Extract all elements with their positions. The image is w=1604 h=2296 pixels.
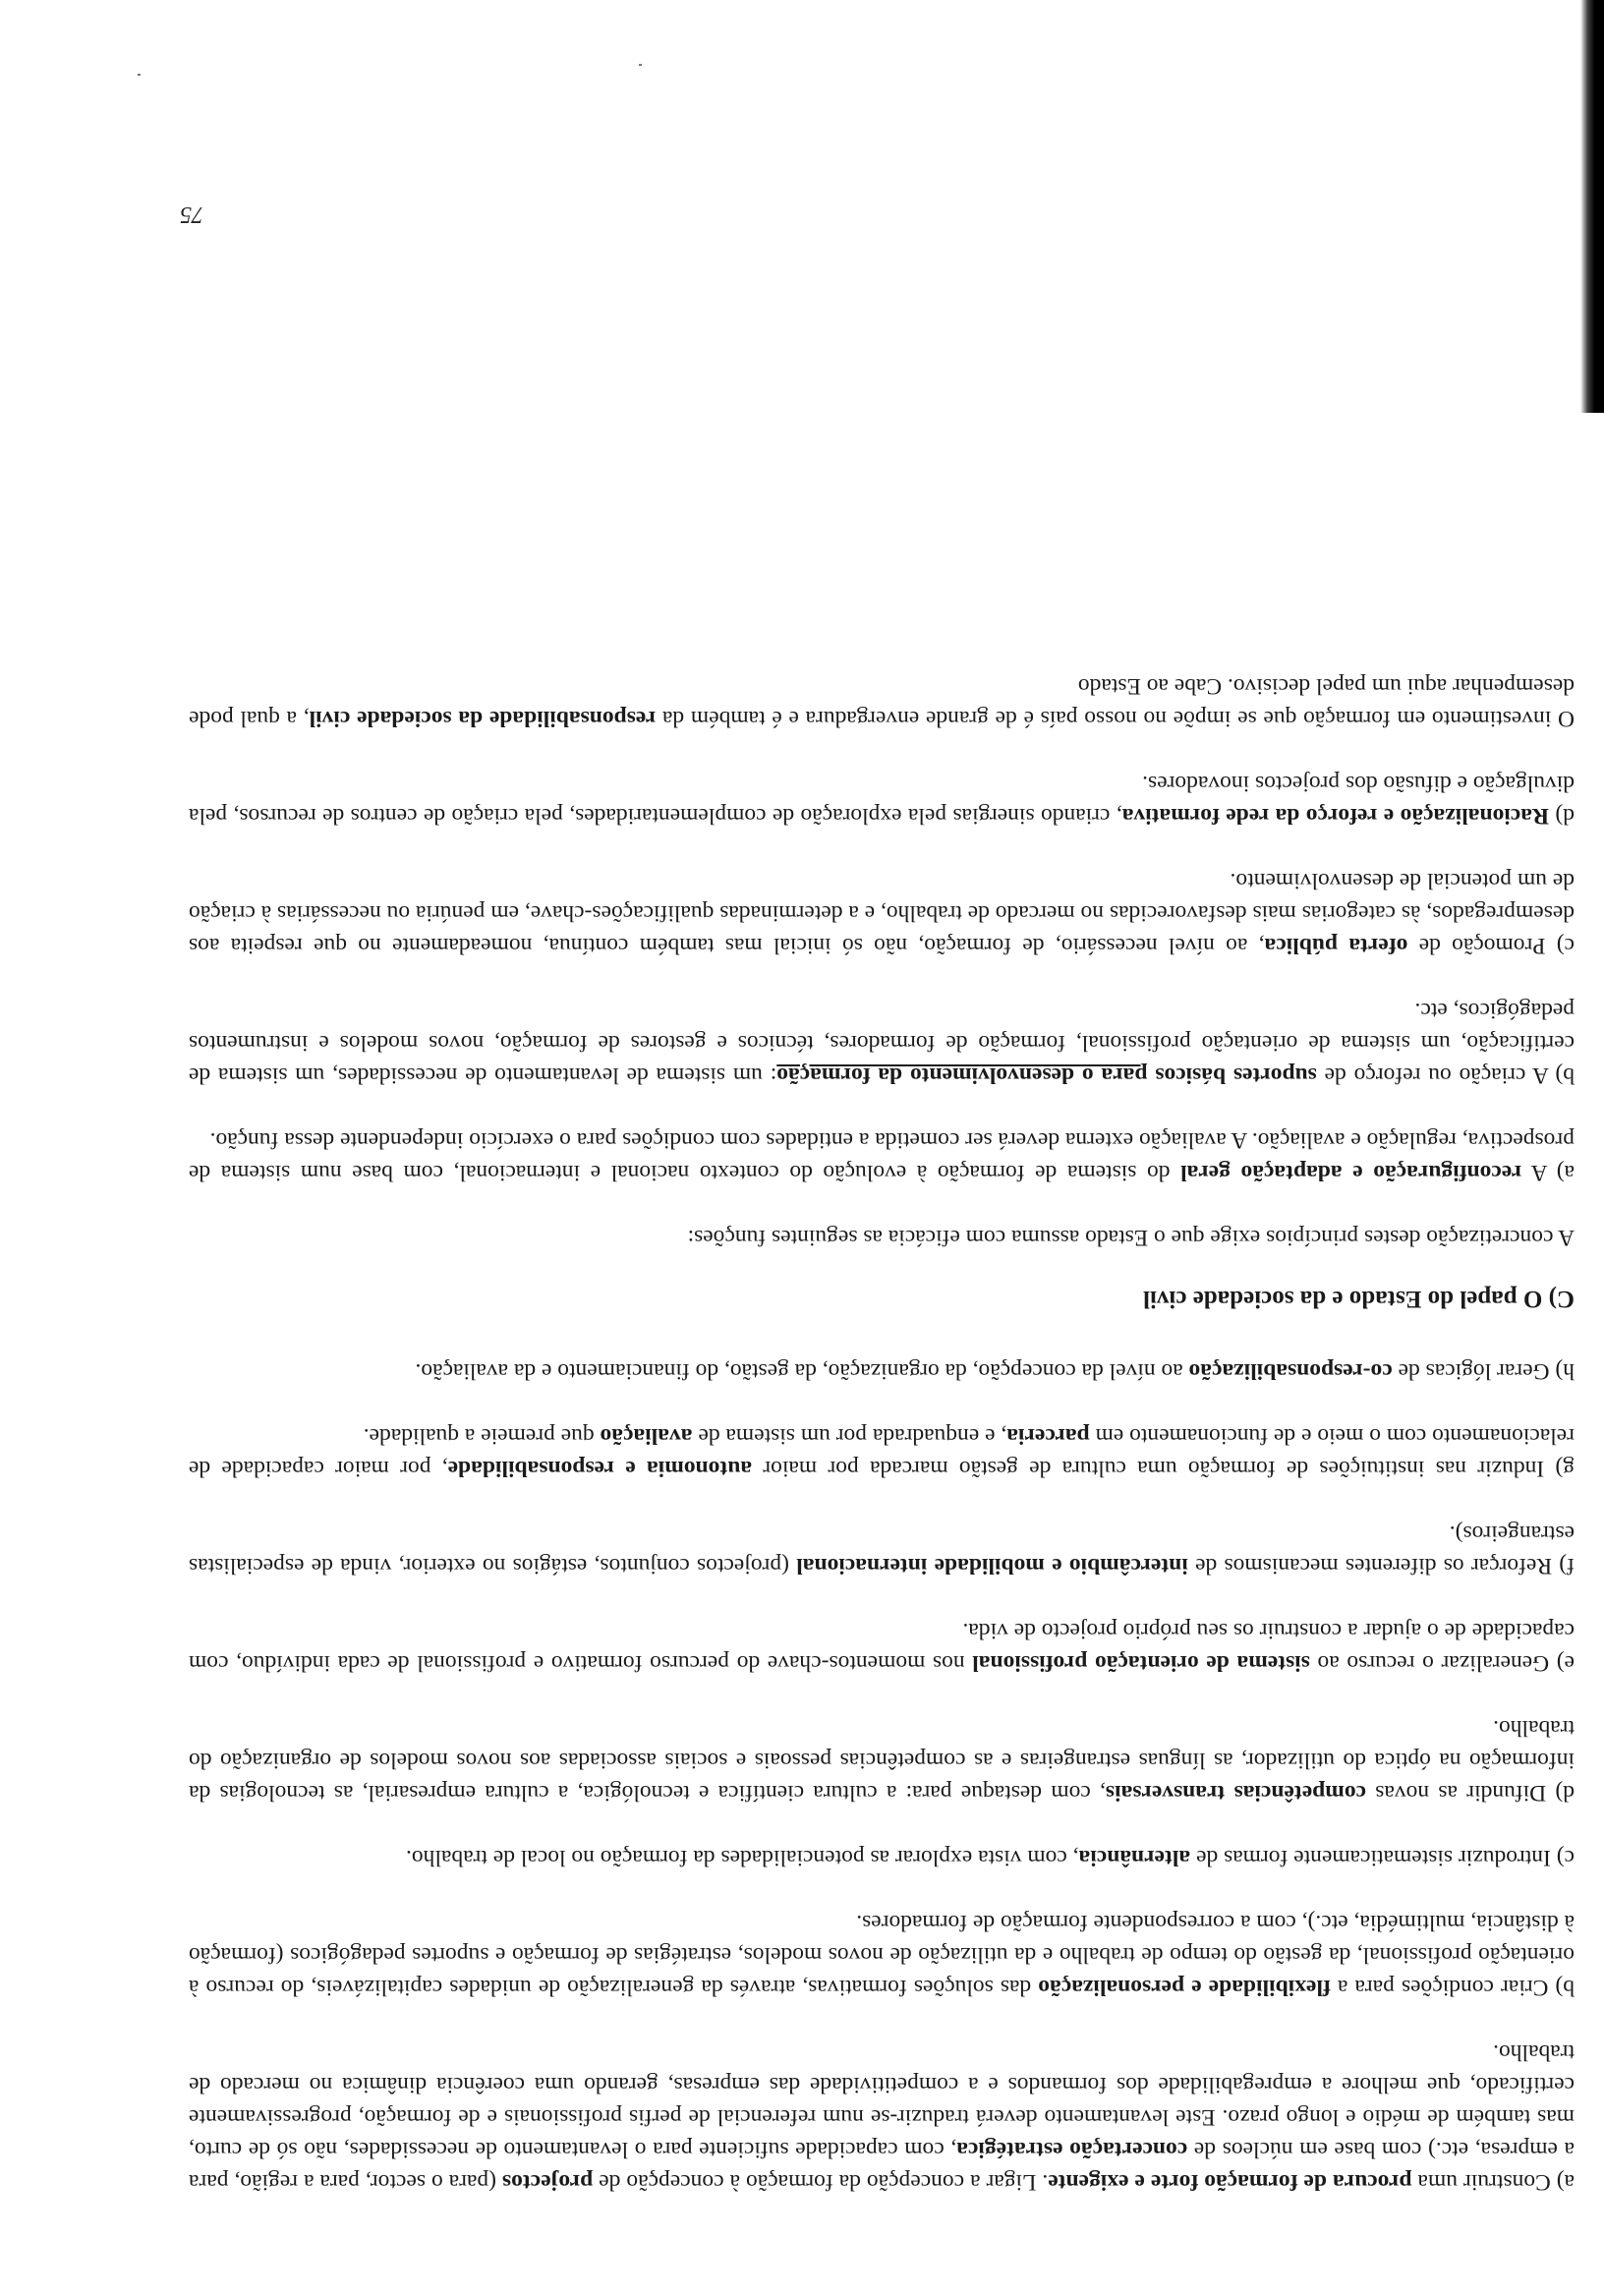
emphasized-text: concertação estratégica — [956, 2137, 1188, 2162]
text-run: , com destaque para: a cultura científica e tecnológica, a cultura empresarial, as tecnologias da informação na óptica do utilizador, as línguas estrangeiras e as competências pessoais e sociais associadas aos novos modelos de organização do trabalho. — [189, 1715, 1575, 1806]
paragraph — [189, 1354, 1575, 1387]
text-run: , e enquadrada por um sistema de — [692, 1423, 1007, 1449]
emphasized-text: projectos — [501, 2169, 594, 2195]
emphasized-text: competências transversais — [1105, 1780, 1367, 1806]
paragraph — [189, 2036, 1575, 2198]
paragraph — [189, 1841, 1575, 1873]
emphasized-text: Racionalização e reforço da rede formativa — [1121, 803, 1550, 829]
text-run: . Ligar a concepção da formação à concepção de — [593, 2169, 1049, 2195]
text-run: h) Gerar lógicas de — [1392, 1358, 1575, 1384]
text-run: ao nível da concepção, da organização, da gestão, do financiamento e da avaliação. — [415, 1358, 1189, 1384]
emphasized-text: suportes básicos — [1155, 1062, 1317, 1088]
text-run: f) Reforçar os diferentes mecanismos de — [1187, 1553, 1575, 1578]
text-run: b) Criar condições para a — [1330, 1975, 1575, 2000]
section-heading: C) O papel do Estado e da sociedade civil — [1143, 1286, 1575, 1312]
text-run: c) Promoção de — [1407, 933, 1575, 958]
emphasized-text: para o desenvolvimento da formação — [776, 1062, 1148, 1088]
paragraph — [189, 767, 1575, 832]
text-run: do sistema de formação à evolução do contexto nacional e internacional, com base num sistema de prospectiva, regulação e avaliação. A avaliação externa deverá ser cometida a entidades com condições para o exercício independente dessa função. — [189, 1127, 1575, 1185]
text-run: d) — [1549, 803, 1575, 829]
emphasized-text: sistema de orientação profissional — [972, 1650, 1310, 1676]
text-run: g) Induzir nas instituições de formação uma cultura de gestão marcada por maior — [752, 1456, 1575, 1481]
emphasized-text: intercâmbio e mobilidade internacional — [796, 1553, 1188, 1578]
text-run: , criando sinergias pela exploração de complementaridades, pela criação de centros de recursos, pela divulgação e difusão dos projectos inovadores. — [189, 771, 1575, 829]
page-number: 75 — [180, 201, 203, 227]
emphasized-text: avaliação — [600, 1423, 693, 1449]
text-run: b) A criação ou reforço de — [1316, 1062, 1575, 1088]
emphasized-text: flexibilidade e personalização — [1038, 1975, 1331, 2000]
text-run: que premeie a qualidade. — [363, 1423, 601, 1449]
text-run: : um sistema de levantamento de necessidades, um sistema de certificação, um sistema de orientação profissional, formação de formadores, técnicos e gestores de formação, novos modelos e instrumentos pedagógicos, etc. — [188, 998, 1575, 1088]
paragraph — [189, 864, 1575, 961]
text-run: , por maior capacidade de relacionamento com o meio e de funcionamento em — [188, 1423, 1575, 1481]
paragraph — [189, 1517, 1575, 1581]
text-run: das soluções formativas, através da generalização de unidades capitalizáveis, do recurso à orientação profissional, da gestão do tempo de trabalho e da utilização de novos modelos, estratégias de formação e suportes pedagógicos (formação à distância, multimédia, etc.), com a correspondente formação de formadores. — [189, 1910, 1575, 2000]
text-run: c) Introduzir sistematicamente formas de — [1190, 1845, 1575, 1870]
text-run: e) Generalizar o recurso ao — [1309, 1650, 1575, 1676]
text-run: O investimento em formação que se impõe no nosso país é de grande envergadura e é também da — [656, 706, 1575, 731]
paragraph — [189, 1419, 1575, 1484]
paragraph — [189, 1221, 1575, 1253]
state-role-section — [189, 669, 1575, 1253]
text-run: , com vista explorar as potencialidades da formação no local de trabalho. — [406, 1845, 1079, 1870]
text-run: a) A — [1521, 1160, 1575, 1185]
paragraph — [189, 1906, 1575, 2003]
emphasized-text: reconfiguração e adaptação geral — [1180, 1160, 1522, 1185]
text-run: , ao nível necessário, de formação, não só inicial mas também contínua, nomeadamente no que respeita aos desempregados, às categorias mais desfavorecidas no mercado de trabalho, e a determinadas qualificações-chave, em penúria ou necessárias à criação de um potencial de desenvolvimento. — [189, 868, 1575, 958]
emphasized-text: procura de formação forte e exigente — [1048, 2169, 1412, 2195]
measures-list — [189, 1354, 1575, 2198]
emphasized-text: co-responsabilização — [1188, 1358, 1393, 1384]
paragraph — [189, 1614, 1575, 1679]
emphasized-text: responsabilidade da sociedade civil — [309, 706, 657, 731]
paragraph — [189, 994, 1575, 1091]
text-run: (projectos conjuntos, estágios no exterior, vinda de especialistas estrangeiros). — [189, 1521, 1575, 1578]
text-run: nos momentos-chave do percurso formativo e profissional de cada indivíduo, com capacidade de o ajudar a construir os seu próprio projecto de vida. — [189, 1618, 1575, 1676]
emphasized-text: oferta pública — [1264, 933, 1408, 958]
emphasized-text: autonomia e responsabilidade — [447, 1456, 753, 1481]
text-run: (para o sector, para a região, para a empresa, etc.) com base em núcleos de — [189, 2137, 1575, 2195]
page-content — [189, 637, 1575, 2198]
emphasized-text: parceria — [1006, 1423, 1090, 1449]
text-run: a) Construir uma — [1411, 2169, 1575, 2195]
text-run: , com capacidade suficiente para o levantamento de necessidades, não só de curto, mas também de médio e longo prazo. Este levantamento deverá traduzir-se num referencial de perfis profissionais e de formação, progressivamente certificado, que melhore a empregabilidade dos formandos e a competitividade das empresas, gerando uma coerência dinâmica no mercado de trabalho. — [189, 2039, 1575, 2162]
paragraph — [189, 669, 1575, 734]
text-run: , a qual pode desempenhar aqui um papel decisivo. Cabe ao Estado — [189, 673, 1575, 731]
text-run — [1147, 1062, 1155, 1088]
paragraph — [189, 1711, 1575, 1808]
text-run: A concretização destes princípios exige que o Estado assuma com eficácia as seguintes funções: — [687, 1225, 1575, 1250]
paragraph — [189, 1123, 1575, 1188]
text-run: d) Difundir as novas — [1366, 1780, 1575, 1806]
emphasized-text: alternância — [1078, 1845, 1191, 1870]
